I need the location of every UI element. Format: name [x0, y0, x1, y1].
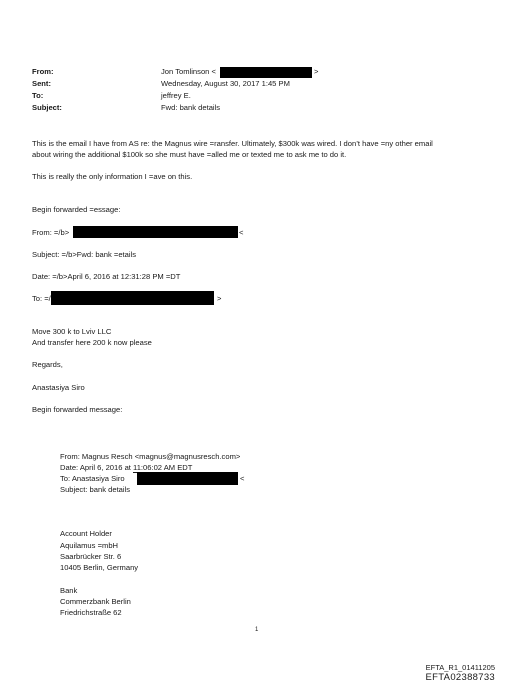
redaction-box	[220, 67, 312, 78]
bank-line2: Friedrichstraße 62	[60, 608, 122, 617]
subject-value: Fwd: bank details	[161, 103, 221, 112]
body-para2: This is really the only information I =ave on this.	[32, 172, 193, 181]
body-para1-line2: about wiring the additional $100k so she must have =alled me or texted me to ask me to do it.	[32, 150, 347, 159]
from-value: Jon Tomlinson <	[161, 67, 216, 76]
redaction-box	[51, 291, 214, 305]
body-para1-line1: This is the email I have from AS re: the Magnus wire =ransfer. Ultimately, $300k was wired. I don’t have =ny other email	[32, 139, 433, 148]
redaction-box	[73, 226, 238, 238]
fwd-to: To: =/	[32, 294, 51, 303]
move-line2: And transfer here 200 k now please	[32, 338, 152, 347]
inner-to: To: Anastasiya Siro	[60, 474, 125, 483]
move-line1: Move 300 k to Lviv LLC	[32, 327, 112, 336]
inner-to-suffix: <	[240, 474, 245, 483]
fwd-to-suffix: >	[217, 294, 222, 303]
bank-line1: Commerzbank Berlin	[60, 597, 131, 606]
from-value-suffix: >	[314, 67, 319, 76]
fwd-subject: Subject: =/b>Fwd: bank =etails	[32, 250, 137, 259]
forwarded-begin-2: Begin forwarded message:	[32, 405, 123, 414]
redaction-box	[137, 472, 238, 485]
from-label: From:	[32, 67, 54, 76]
fwd-from: From: =/b>	[32, 228, 70, 237]
signature: Anastasiya Siro	[32, 383, 85, 392]
inner-date: Date: April 6, 2016 at 11:06:02 AM EDT	[60, 463, 193, 472]
account-heading: Account Holder	[60, 529, 112, 538]
fwd-from-suffix: <	[239, 228, 244, 237]
page-number: 1	[255, 627, 259, 633]
fwd-date: Date: =/b>April 6, 2016 at 12:31:28 PM =DT	[32, 272, 181, 281]
forwarded-begin: Begin forwarded =essage:	[32, 205, 121, 214]
bank-heading: Bank	[60, 586, 78, 595]
account-line1: Aquilamus =mbH	[60, 541, 119, 550]
to-label: To:	[32, 91, 44, 100]
sent-value: Wednesday, August 30, 2017 1:45 PM	[161, 79, 290, 88]
footer-id-1: EFTA_R1_01411205	[425, 663, 495, 672]
inner-from: From: Magnus Resch <magnus@magnusresch.com>	[60, 452, 241, 461]
to-value: jeffrey E.	[161, 91, 191, 100]
account-line3: 10405 Berlin, Germany	[60, 563, 139, 572]
inner-subject: Subject: bank details	[60, 485, 131, 494]
subject-label: Subject:	[32, 103, 62, 112]
sent-label: Sent:	[32, 79, 51, 88]
regards: Regards,	[32, 360, 63, 369]
account-line2: Saarbrücker Str. 6	[60, 552, 122, 561]
footer-id-2: EFTA02388733	[425, 672, 495, 683]
